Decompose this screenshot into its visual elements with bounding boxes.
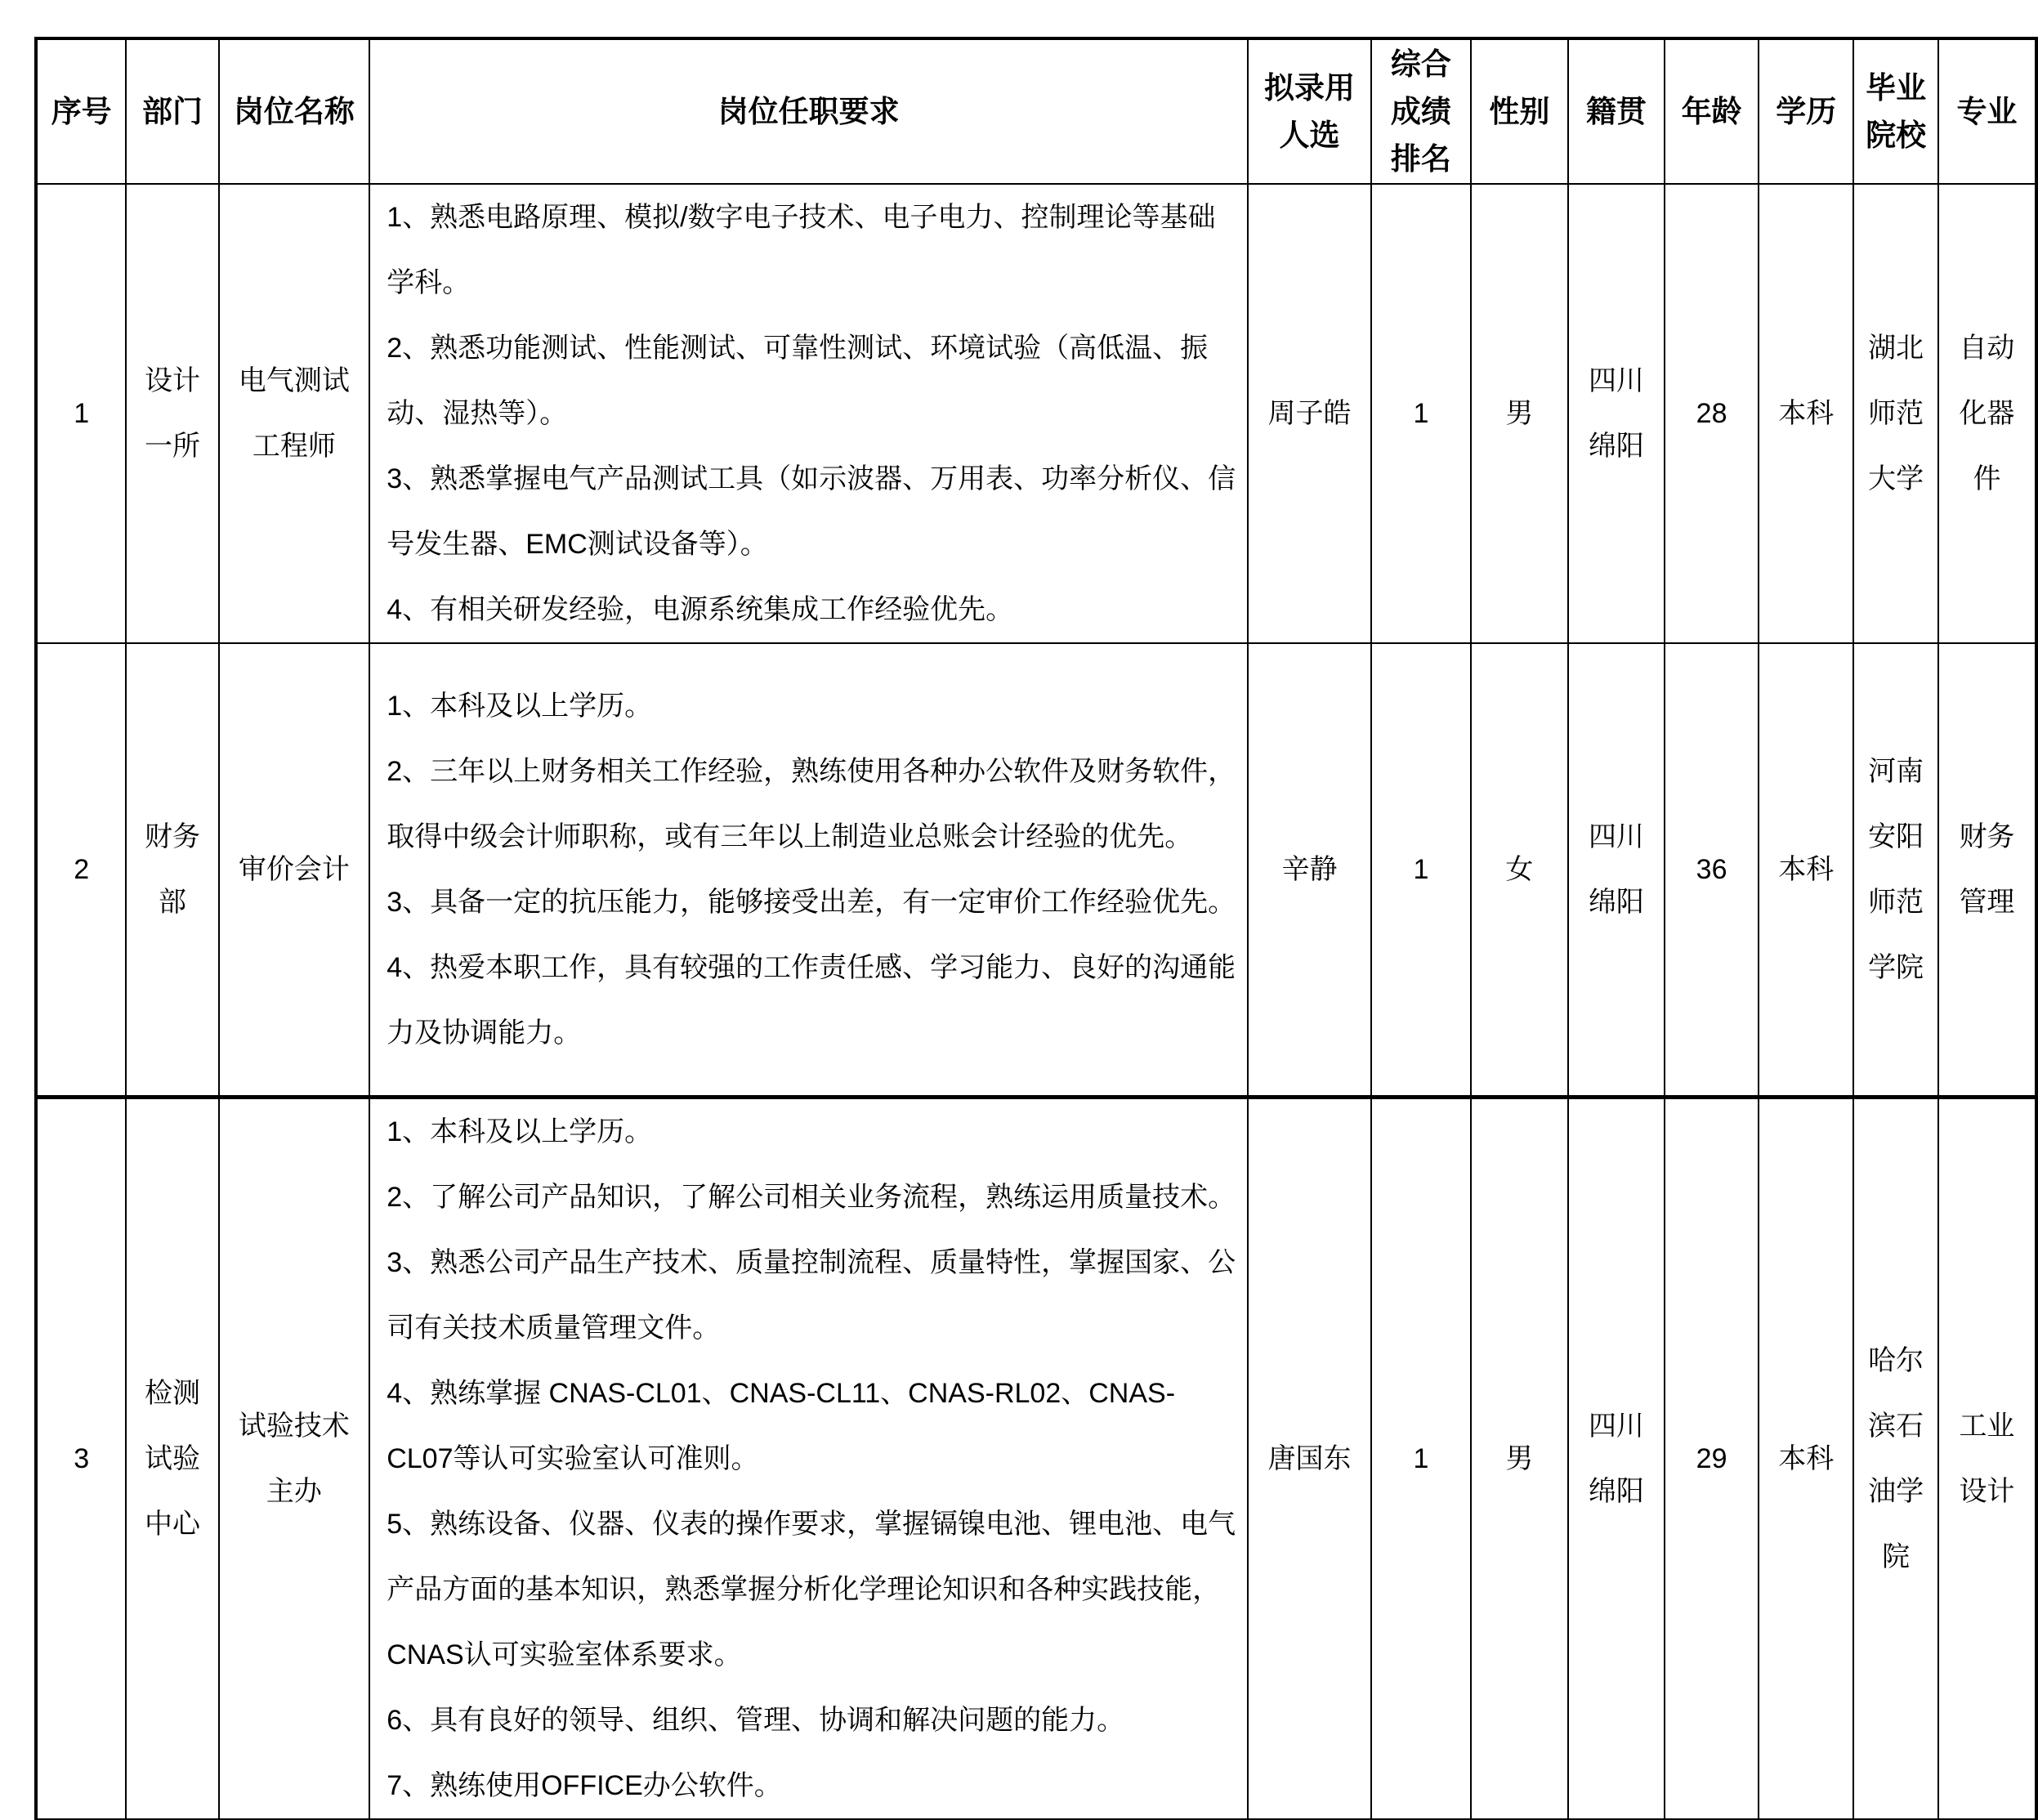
text-line: 哈尔 xyxy=(1868,1344,1924,1376)
cell-rank: 1 xyxy=(1371,1097,1471,1820)
text-line: 检测 xyxy=(144,1377,200,1409)
text-line: 四川 xyxy=(1588,1410,1644,1442)
cell-education: 本科 xyxy=(1759,1097,1853,1820)
text-line: 3、熟悉公司产品生产技术、质量控制流程、质量特性，掌握国家、公 xyxy=(387,1246,1236,1278)
text-line: 绵阳 xyxy=(1588,431,1644,462)
cell-age: 29 xyxy=(1665,1097,1759,1820)
text-line: 5、熟练设备、仪器、仪表的操作要求，掌握镉镍电池、锂电池、电气 xyxy=(387,1508,1236,1540)
header-candidate xyxy=(1248,38,1371,184)
header-line: 院校 xyxy=(1866,118,1927,152)
header-line: 学历 xyxy=(1776,94,1837,128)
header-line: 拟录用 xyxy=(1264,70,1356,105)
cell-education: 本科 xyxy=(1759,643,1853,1097)
text-line: 河南 xyxy=(1868,755,1924,787)
text-line: CL07等认可实验室认可准则。 xyxy=(387,1442,759,1474)
text-line: 试验 xyxy=(144,1442,200,1474)
header-line: 排名 xyxy=(1390,141,1451,176)
header-line: 序号 xyxy=(51,94,112,128)
text-line: 2、三年以上财务相关工作经验，熟练使用各种办公软件及财务软件， xyxy=(387,755,1236,787)
text-line: 试验技术 xyxy=(238,1410,350,1442)
cell-major xyxy=(1938,1097,2036,1820)
text-line: 湖北 xyxy=(1868,333,1924,364)
cell-education: 本科 xyxy=(1759,184,1853,643)
header-line: 岗位任职要求 xyxy=(717,94,900,128)
table-row xyxy=(36,1097,2036,1820)
cell-seq: 1 xyxy=(36,184,126,643)
header-education xyxy=(1759,38,1853,184)
cell-department xyxy=(126,1097,218,1820)
cell-major xyxy=(1938,184,2036,643)
text-line: 4、热爱本职工作，具有较强的工作责任感、学习能力、良好的沟通能 xyxy=(387,951,1236,983)
text-line: CNAS认可实验室体系要求。 xyxy=(387,1639,742,1670)
cell-gender: 男 xyxy=(1471,1097,1568,1820)
text-line: 安阳 xyxy=(1868,821,1924,852)
cell-school xyxy=(1853,184,1938,643)
header-line: 毕业 xyxy=(1866,70,1927,105)
cell-position xyxy=(219,1097,370,1820)
cell-requirements xyxy=(369,1097,1248,1820)
text-line: 2、熟悉功能测试、性能测试、可靠性测试、环境试验（高低温、振 xyxy=(387,333,1209,364)
text-line: 件 xyxy=(1973,463,2001,494)
cell-school xyxy=(1853,1097,1938,1820)
text-line: 管理 xyxy=(1959,886,2015,918)
text-line: 油学 xyxy=(1868,1475,1924,1507)
cell-major xyxy=(1938,643,2036,1097)
text-line: 1、熟悉电路原理、模拟/数字电子技术、电子电力、控制理论等基础 xyxy=(387,202,1216,233)
text-line: 审价会计 xyxy=(238,853,350,885)
text-line: 部 xyxy=(158,886,186,918)
text-line: 3、熟悉掌握电气产品测试工具（如示波器、万用表、功率分析仪、信 xyxy=(387,463,1236,494)
text-line: 工程师 xyxy=(252,431,336,462)
cell-department xyxy=(126,184,218,643)
header-line: 综合 xyxy=(1390,47,1451,81)
header-line: 部门 xyxy=(141,94,203,128)
table-row xyxy=(36,184,2036,643)
text-line: 一所 xyxy=(144,431,200,462)
text-line: 绵阳 xyxy=(1588,1475,1644,1507)
text-line: 7、熟练使用OFFICE办公软件。 xyxy=(387,1769,782,1801)
text-line: 1、本科及以上学历。 xyxy=(387,1116,653,1147)
text-line: 工业 xyxy=(1959,1410,2015,1442)
header-gender xyxy=(1471,38,1568,184)
text-line: 大学 xyxy=(1868,463,1924,494)
text-line: 2、了解公司产品知识，了解公司相关业务流程，熟练运用质量技术。 xyxy=(387,1181,1236,1213)
cell-position xyxy=(219,643,370,1097)
cell-rank: 1 xyxy=(1371,643,1471,1097)
text-line: 院 xyxy=(1882,1541,1911,1572)
text-line: 绵阳 xyxy=(1588,886,1644,918)
cell-native-place xyxy=(1568,643,1665,1097)
text-line: 司有关技术质量管理文件。 xyxy=(387,1312,721,1344)
header-rank xyxy=(1371,38,1471,184)
cell-seq: 2 xyxy=(36,643,126,1097)
text-line: 学院 xyxy=(1868,951,1924,983)
text-line: 化器 xyxy=(1959,398,2015,429)
text-line: 设计 xyxy=(1959,1475,2015,1507)
cell-requirements xyxy=(369,643,1248,1097)
text-line: 产品方面的基本知识，熟悉掌握分析化学理论知识和各种实践技能， xyxy=(387,1573,1221,1605)
header-line: 年龄 xyxy=(1681,94,1742,128)
header-line: 成绩 xyxy=(1390,94,1451,128)
text-line: 财务 xyxy=(144,821,200,852)
header-department xyxy=(126,38,218,184)
header-position xyxy=(219,38,370,184)
cell-candidate: 辛静 xyxy=(1248,643,1371,1097)
cell-seq: 3 xyxy=(36,1097,126,1820)
text-line: 4、有相关研发经验，电源系统集成工作经验优先。 xyxy=(387,594,1014,625)
cell-age: 28 xyxy=(1665,184,1759,643)
header-line: 专业 xyxy=(1956,94,2018,128)
header-line: 岗位名称 xyxy=(233,94,355,128)
text-line: 力及协调能力。 xyxy=(387,1017,582,1049)
cell-position xyxy=(219,184,370,643)
cell-requirements xyxy=(369,184,1248,643)
text-line: 自动 xyxy=(1959,333,2015,364)
cell-department xyxy=(126,643,218,1097)
text-line: 1、本科及以上学历。 xyxy=(387,690,653,722)
cell-native-place xyxy=(1568,184,1665,643)
cell-age: 36 xyxy=(1665,643,1759,1097)
text-line: 主办 xyxy=(266,1475,322,1507)
cell-candidate: 周子皓 xyxy=(1248,184,1371,643)
cell-school xyxy=(1853,643,1938,1097)
table-row xyxy=(36,643,2036,1097)
text-line: 3、具备一定的抗压能力，能够接受出差，有一定审价工作经验优先。 xyxy=(387,886,1236,918)
header-requirements xyxy=(369,38,1248,184)
text-line: 滨石 xyxy=(1868,1410,1924,1442)
cell-native-place xyxy=(1568,1097,1665,1820)
text-line: 师范 xyxy=(1868,886,1924,918)
header-line: 性别 xyxy=(1489,94,1550,128)
header-seq xyxy=(36,38,126,184)
header-major xyxy=(1938,38,2036,184)
text-line: 师范 xyxy=(1868,398,1924,429)
header-row xyxy=(36,38,2036,184)
text-line: 学科。 xyxy=(387,267,471,298)
text-line: 6、具有良好的领导、组织、管理、协调和解决问题的能力。 xyxy=(387,1704,1125,1736)
text-line: 中心 xyxy=(144,1508,200,1540)
text-line: 四川 xyxy=(1588,365,1644,396)
header-native-place xyxy=(1568,38,1665,184)
text-line: 财务 xyxy=(1959,821,2015,852)
cell-gender: 女 xyxy=(1471,643,1568,1097)
cell-gender: 男 xyxy=(1471,184,1568,643)
header-age xyxy=(1665,38,1759,184)
text-line: 动、湿热等）。 xyxy=(387,398,568,429)
text-line: 四川 xyxy=(1588,821,1644,852)
header-line: 籍贯 xyxy=(1585,94,1647,128)
recruitment-table xyxy=(34,37,2038,1820)
text-line: 号发生器、EMC测试设备等）。 xyxy=(387,529,768,560)
header-line: 人选 xyxy=(1279,118,1340,152)
header-school xyxy=(1853,38,1938,184)
text-line: 设计 xyxy=(144,365,200,396)
text-line: 取得中级会计师职称，或有三年以上制造业总账会计经验的优先。 xyxy=(387,821,1193,852)
text-line: 电气测试 xyxy=(238,365,350,396)
cell-candidate: 唐国东 xyxy=(1248,1097,1371,1820)
text-line: 4、熟练掌握 CNAS-CL01、CNAS-CL11、CNAS-RL02、CNAS- xyxy=(387,1377,1176,1409)
cell-rank: 1 xyxy=(1371,184,1471,643)
